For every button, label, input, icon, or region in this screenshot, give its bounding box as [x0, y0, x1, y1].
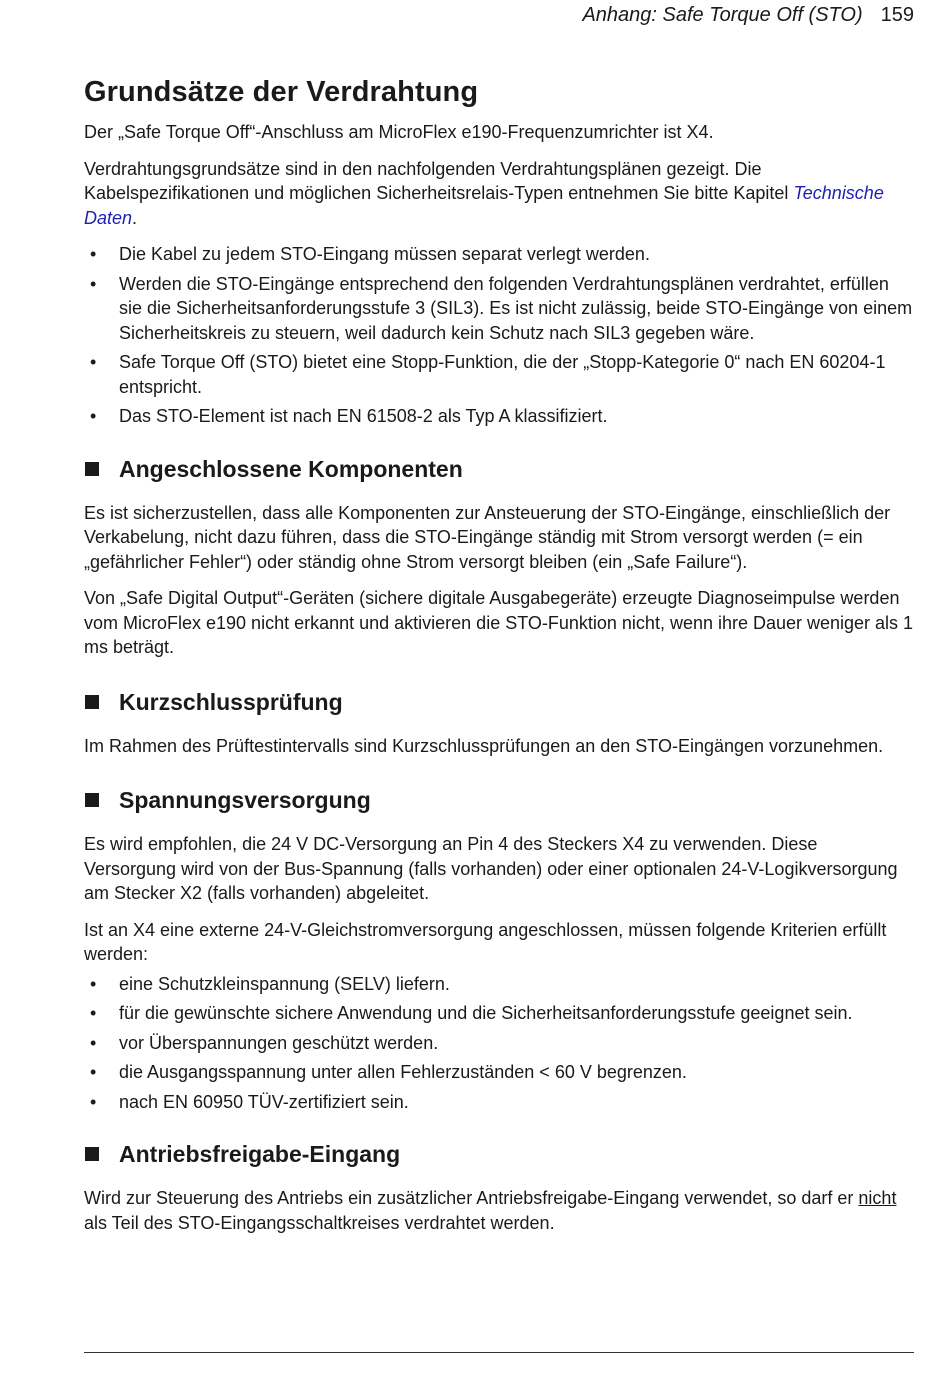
- square-bullet-icon: [85, 462, 99, 476]
- section-heading-text: Kurzschlussprüfung: [119, 688, 343, 715]
- main-title: Grundsätze der Verdrahtung: [84, 76, 479, 108]
- bullet-icon: •: [90, 244, 97, 264]
- list-item: [84, 1031, 914, 1056]
- bullet-icon: •: [90, 273, 97, 294]
- list-item-text: Die Kabel zu jedem STO-Eingang müssen separat verlegt werden.: [119, 244, 650, 264]
- list-item-text: Safe Torque Off (STO) bietet eine Stopp-Funktion, die der „Stopp-Kategorie 0“ nach EN 60204-1 entspricht.: [119, 352, 886, 397]
- list-item: [84, 972, 914, 997]
- supply-paragraph-1: Es wird empfohlen, die 24 V DC-Versorgung an Pin 4 des Steckers X4 zu verwenden. Diese Versorgung wird von der Bus-Spannung (falls vorhanden) oder einer optionalen 24-V-Logikversorgung am Stecker X2 (falls vorhanden) abgeleitet.: [84, 834, 898, 903]
- short-circuit-paragraph: Im Rahmen des Prüftestintervalls sind Kurzschlussprüfungen an den STO-Eingängen vorzunehmen.: [84, 735, 884, 756]
- emphasis-not: nicht: [858, 1188, 897, 1208]
- square-bullet-icon: [85, 793, 99, 807]
- drive-enable-text-b: als Teil des STO-Eingangsschaltkreises verdrahtet werden.: [84, 1212, 555, 1233]
- list-item: [84, 1090, 914, 1115]
- technical-data-link[interactable]: Technische Daten: [84, 183, 884, 228]
- header-title: Anhang: Safe Torque Off (STO): [582, 4, 863, 26]
- footer-divider: [84, 1352, 914, 1353]
- section-heading-text: Angeschlossene Komponenten: [119, 455, 463, 482]
- list-item: [84, 1001, 914, 1026]
- section-heading-drive-enable: [84, 1140, 914, 1168]
- intro-bullet-list: [84, 242, 914, 429]
- bullet-icon: •: [90, 352, 97, 372]
- list-item-text: die Ausgangsspannung unter allen Fehlerzuständen < 60 V begrenzen.: [119, 1062, 687, 1082]
- list-item: [84, 404, 914, 429]
- square-bullet-icon: [85, 1147, 99, 1161]
- list-item-text: vor Überspannungen geschützt werden.: [119, 1032, 439, 1053]
- components-paragraph-1: Es ist sicherzustellen, dass alle Komponenten zur Ansteuerung der STO-Eingänge, einschließlich der Verkabelung, nicht dazu führen, dass die STO-Eingänge ständig mit Strom versorgt werden (= ein „gefährlicher Fehler“) oder ständig ohne Strom versorgt bleiben (ein „Safe Failure“).: [84, 502, 891, 572]
- section-heading-short-circuit: [84, 688, 914, 716]
- supply-paragraph-2: Ist an X4 eine externe 24-V-Gleichstromversorgung angeschlossen, müssen folgende Kriterien erfüllt werden:: [84, 919, 887, 964]
- section-heading-components: [84, 455, 914, 483]
- list-item: [84, 350, 914, 399]
- list-item: [84, 272, 914, 346]
- list-item: [84, 1060, 914, 1085]
- page-number: 159: [880, 4, 914, 26]
- components-paragraph-2: Von „Safe Digital Output“-Geräten (sichere digitale Ausgabegeräte) erzeugte Diagnoseimpulse werden vom MicroFlex e190 nicht erkannt und aktivieren die STO-Funktion nicht, wenn ihre Dauer weniger als 1 ms beträgt.: [84, 588, 914, 657]
- intro-paragraph-2-end: .: [132, 207, 138, 228]
- bullet-icon: •: [90, 1062, 97, 1082]
- list-item-text: Das STO-Element ist nach EN 61508-2 als Typ A klassifiziert.: [119, 406, 608, 426]
- bullet-icon: •: [90, 1032, 97, 1053]
- drive-enable-text-a: Wird zur Steuerung des Antriebs ein zusätzlicher Antriebsfreigabe-Eingang verwendet, so darf er: [84, 1188, 859, 1208]
- list-item-text: nach EN 60950 TÜV-zertifiziert sein.: [119, 1091, 409, 1112]
- intro-paragraph-2: [84, 157, 914, 231]
- page-content: [84, 76, 914, 1247]
- bullet-icon: •: [90, 1003, 97, 1023]
- list-item-text: eine Schutzkleinspannung (SELV) liefern.: [119, 973, 450, 994]
- bullet-icon: •: [90, 1091, 97, 1112]
- list-item: [84, 242, 914, 267]
- list-item-text: Werden die STO-Eingänge entsprechend den folgenden Verdrahtungsplänen verdrahtet, erfüllen sie die Sicherheitsanforderungsstufe 3 (SIL3). Es ist nicht zulässig, beide STO-Eingänge von einem Sicherheitskreis zu steuern, weil dadurch kein Schutz nach SIL3 gegeben wäre.: [119, 273, 913, 343]
- section-heading-text: Antriebsfreigabe-Eingang: [119, 1141, 401, 1167]
- bullet-icon: •: [90, 973, 97, 994]
- section-heading-supply: [84, 786, 914, 814]
- supply-bullet-list: [84, 972, 914, 1115]
- running-header: [582, 4, 914, 27]
- square-bullet-icon: [85, 695, 99, 709]
- list-item-text: für die gewünschte sichere Anwendung und die Sicherheitsanforderungsstufe geeignet sein.: [119, 1003, 853, 1023]
- bullet-icon: •: [90, 406, 97, 426]
- drive-enable-paragraph: [84, 1186, 914, 1235]
- intro-paragraph-1: Der „Safe Torque Off“-Anschluss am MicroFlex e190-Frequenzumrichter ist X4.: [84, 122, 714, 142]
- intro-paragraph-2-text: Verdrahtungsgrundsätze sind in den nachfolgenden Verdrahtungsplänen gezeigt. Die Kabelspezifikationen und möglichen Sicherheitsrelais-Typen entnehmen Sie bitte Kapitel: [84, 158, 794, 203]
- section-heading-text: Spannungsversorgung: [119, 787, 371, 813]
